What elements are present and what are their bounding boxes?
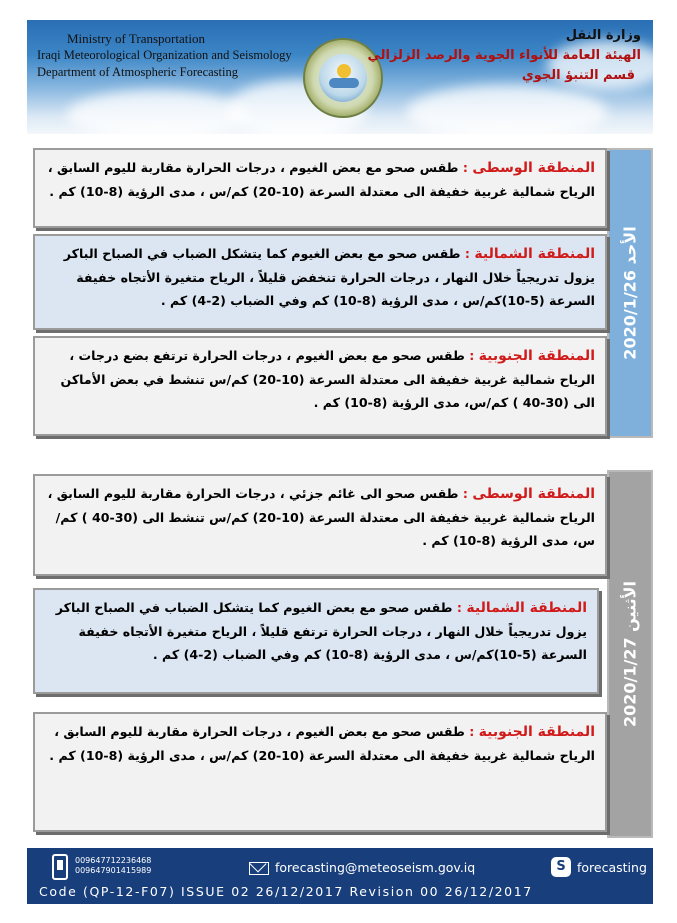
ministry-english: Ministry of Transportation [67, 31, 205, 46]
phone-number-1[interactable]: 009647712236468 [75, 856, 152, 865]
region-name: المنطقة الجنوبية [478, 348, 595, 364]
date-bar-day2 [607, 470, 653, 838]
organization-arabic: الهيئة العامة للأنواء الجوية والرصد الزلزالي [367, 48, 641, 63]
region-box-south-day1: المنطقة الجنوبية : طقس صحو مع بعض الغيوم ، درجات الحرارة ترتفع بضع درجات ، الرياح شمالية غربية خفيفة الى معتدلة السرعة (10-20) كم/س تنشط في بعض الأماكن الى (30-40 ) كم/س، مدى الرؤية (8-10) كم . [33, 336, 607, 436]
email-link[interactable]: forecasting@meteoseism.gov.iq [275, 860, 476, 875]
region-name: المنطقة الوسطى [472, 486, 595, 502]
region-box-south-day2: المنطقة الجنوبية : طقس صحو مع بعض الغيوم ، درجات الحرارة مقاربة لليوم السابق ، الرياح شمالية غربية خفيفة الى معتدلة السرعة (10-20) كم/س ، مدى الرؤية (8-10) كم . [33, 712, 607, 832]
phone-icon [52, 854, 68, 880]
date-bar-day1 [607, 148, 653, 438]
header-banner [27, 20, 653, 134]
region-text: طقس صحو مع بعض الغيوم ، درجات الحرارة مقاربة لليوم السابق ، الرياح شمالية غربية خفيفة الى معتدلة السرعة (10-20) كم/س ، مدى الرؤية (8-10) كم . [49, 724, 595, 763]
skype-handle[interactable]: forecasting [577, 860, 647, 875]
footer-bar [27, 848, 653, 904]
department-arabic: قسم التنبؤ الجوي [521, 68, 635, 83]
phone-numbers [75, 856, 151, 876]
date-label-day2: الأثنين 2020/1/27 [620, 580, 640, 728]
region-text: طقس صحو مع بعض الغيوم كما يتشكل الضباب في الصباح الباكر يزول تدريجياً خلال النهار ، درجات الحرارة ترتفع قليلاً ، الرياح متغيرة الأتجاه خفيفة السرعة (5-10)كم/س ، مدى الرؤية (8-10) كم وفي الضباب (2-4) كم . [55, 600, 587, 662]
region-text: طقس صحو مع بعض الغيوم ، درجات الحرارة ترتفع بضع درجات ، الرياح شمالية غربية خفيفة الى معتدلة السرعة (10-20) كم/س تنشط في بعض الأماكن الى (30-40 ) كم/س، مدى الرؤية (8-10) كم . [60, 348, 595, 410]
header-arabic [367, 26, 641, 86]
region-box-central-day2: المنطقة الوسطى : طقس صحو الى غائم جزئي ، درجات الحرارة مقاربة لليوم السابق ، الرياح شمالية غربية خفيفة الى معتدلة السرعة (10-20) كم/س تنشط الى (30-40 ) كم/س، مدى الرؤية (8-10) كم . [33, 474, 607, 576]
date-label-day1: الأحد 2020/1/26 [620, 226, 640, 360]
document-code: Code (QP-12-F07) ISSUE 02 26/12/2017 Revision 00 26/12/2017 [39, 884, 533, 899]
region-name: المنطقة الشمالية [474, 246, 595, 262]
region-text: طقس صحو مع بعض الغيوم ، درجات الحرارة مقاربة لليوم السابق ، الرياح شمالية غربية خفيفة الى معتدلة السرعة (10-20) كم/س ، مدى الرؤية (8-10) كم . [47, 160, 595, 199]
mail-icon [249, 862, 269, 875]
region-text: طقس صحو مع بعض الغيوم كما يتشكل الضباب في الصباح الباكر يزول تدريجياً خلال النهار ، درجات الحرارة تنخفض قليلاً ، الرياح متغيرة الأتجاه خفيفة السرعة (5-10)كم/س ، مدى الرؤية (8-10) كم وفي الضباب (2-4) كم . [63, 246, 595, 308]
department-english: Department of Atmospheric Forecasting [37, 65, 238, 79]
region-name: المنطقة الشمالية [466, 600, 587, 616]
region-box-north-day2: المنطقة الشمالية : طقس صحو مع بعض الغيوم كما يتشكل الضباب في الصباح الباكر يزول تدريجياً خلال النهار ، درجات الحرارة ترتفع قليلاً ، الرياح متغيرة الأتجاه خفيفة السرعة (5-10)كم/س ، مدى الرؤية (8-10) كم وفي الضباب (2-4) كم . [33, 588, 599, 694]
region-name: المنطقة الجنوبية [478, 724, 595, 740]
skype-icon: S [551, 857, 571, 877]
header-english [37, 30, 292, 81]
region-box-central-day1: المنطقة الوسطى : طقس صحو مع بعض الغيوم ، درجات الحرارة مقاربة لليوم السابق ، الرياح شمالية غربية خفيفة الى معتدلة السرعة (10-20) كم/س ، مدى الرؤية (8-10) كم . [33, 148, 607, 228]
organization-english: Iraqi Meteorological Organization and Seismology [37, 48, 292, 62]
ministry-arabic: وزارة النقل [565, 28, 641, 43]
region-name: المنطقة الوسطى [472, 160, 595, 176]
phone-number-2[interactable]: 009647901415989 [75, 866, 152, 875]
region-box-north-day1: المنطقة الشمالية : طقس صحو مع بعض الغيوم كما يتشكل الضباب في الصباح الباكر يزول تدريجياً خلال النهار ، درجات الحرارة تنخفض قليلاً ، الرياح متغيرة الأتجاه خفيفة السرعة (5-10)كم/س ، مدى الرؤية (8-10) كم وفي الضباب (2-4) كم . [33, 234, 607, 330]
region-text: طقس صحو الى غائم جزئي ، درجات الحرارة مقاربة لليوم السابق ، الرياح شمالية غربية خفيفة الى معتدلة السرعة (10-20) كم/س تنشط الى (30-40 ) كم/س، مدى الرؤية (8-10) كم . [47, 486, 595, 548]
